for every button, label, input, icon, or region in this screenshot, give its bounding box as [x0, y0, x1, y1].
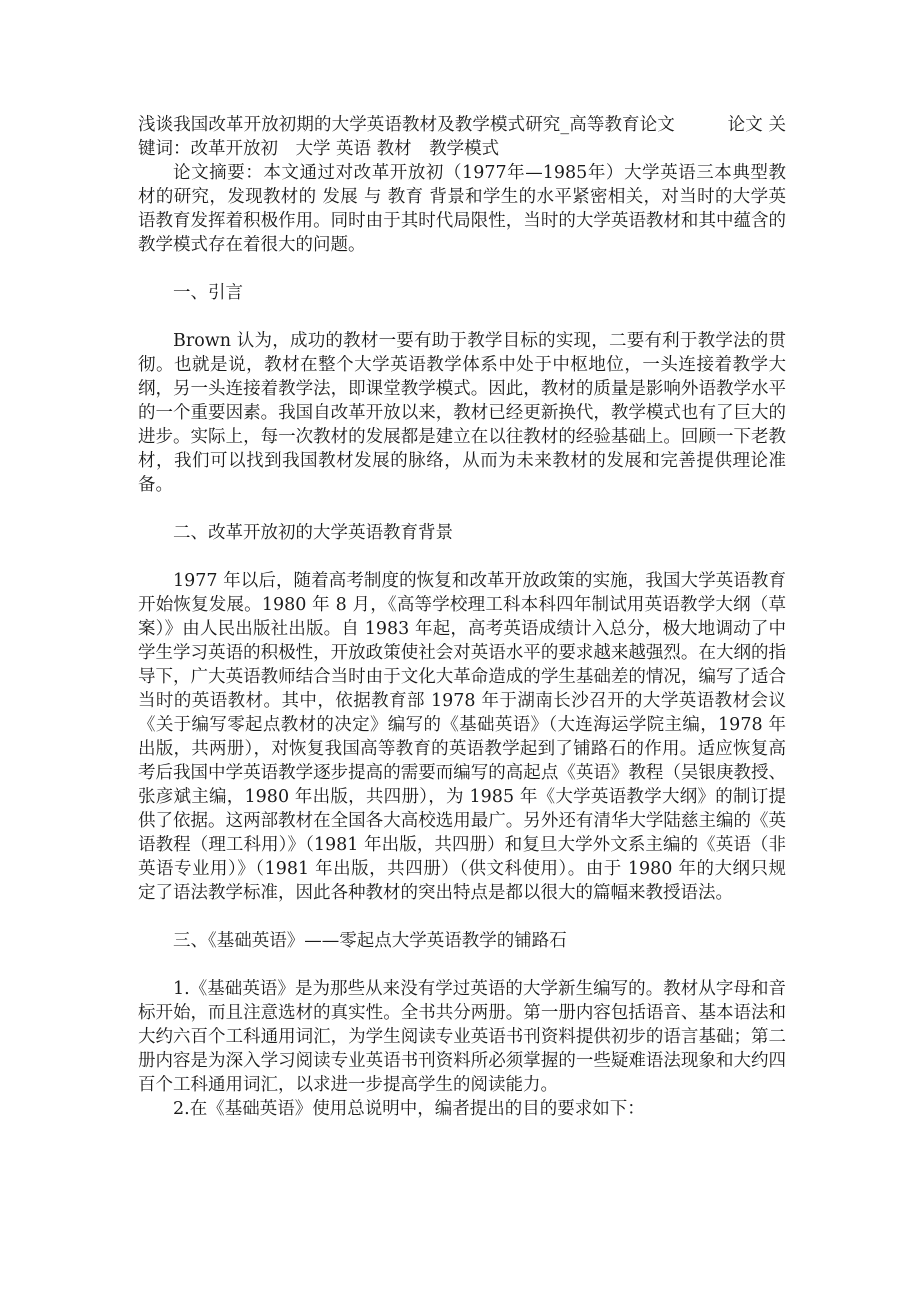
section-heading-background: 二、改革开放初的大学英语教育背景 — [173, 523, 453, 543]
section-paragraph: 2.在《基础英语》使用总说明中，编者提出的目的要求如下： — [173, 1099, 645, 1119]
document-page — [138, 113, 786, 1121]
section-paragraph: 1.《基础英语》是为那些从来没有学过英语的大学新生编写的。教材从字母和音标开始，而且注意选材的真实性。全书共分两册。第一册内容包括语音、基本语法和大约六百个工科通用词汇，为学生阅读专业英语书刊资料提供初步的语言基础；第二册内容是为深入学习阅读专业英语书刊资料所必须掌握的一些疑难语法现象和大约四百个工科通用词汇，以求进一步提高学生的阅读能力。 — [138, 979, 786, 1095]
section-paragraph: Brown 认为，成功的教材一要有助于教学目标的实现，二要有利于教学法的贯彻。也就是说，教材在整个大学英语教学体系中处于中枢地位，一头连接着教学大纲，另一头连接着教学法，即课堂教学模式。因此，教材的质量是影响外语教学水平的一个重要因素。我国自改革开放以来，教材已经更新换代，教学模式也有了巨大的进步。实际上，每一次教材的发展都是建立在以往教材的经验基础上。回顾一下老教材，我们可以找到我国教材发展的脉络，从而为未来教材的发展和完善提供理论准备。 — [138, 331, 786, 495]
document-title-and-keywords: 浅谈我国改革开放初期的大学英语教材及教学模式研究_高等教育论文 论文 关键词：改革开放初 大学 英语 教材 教学模式 — [138, 115, 786, 159]
section-heading-introduction: 一、引言 — [173, 283, 243, 303]
section-heading-basic-english: 三、《基础英语》——零起点大学英语教学的铺路石 — [173, 931, 567, 951]
abstract-paragraph: 论文摘要：本文通过对改革开放初（1977年—1985年）大学英语三本典型教材的研究，发现教材的 发展 与 教育 背景和学生的水平紧密相关，对当时的大学英语教育发挥着积极作用。同时由于其时代局限性，当时的大学英语教材和其中蕴含的教学模式存在着很大的问题。 — [138, 163, 786, 255]
section-paragraph: 1977 年以后，随着高考制度的恢复和改革开放政策的实施，我国大学英语教育开始恢复发展。1980 年 8 月，《高等学校理工科本科四年制试用英语教学大纲（草案）》由人民出版社出版。自 1983 年起，高考英语成绩计入总分，极大地调动了中学生学习英语的积极性，开放政策使社会对英语水平的要求越来越强烈。在大纲的指导下，广大英语教师结合当时由于文化大革命造成的学生基础差的情况，编写了适合当时的英语教材。其中，依据教育部 1978 年于湖南长沙召开的大学英语教材会议《关于编写零起点教材的决定》编写的《基础英语》（大连海运学院主编，1978 年出版，共两册），对恢复我国高等教育的英语教学起到了铺路石的作用。适应恢复高考后我国中学英语教学逐步提高的需要而编写的高起点《英语》教程（吴银庚教授、张彦斌主编，1980 年出版，共四册），为 1985 年《大学英语教学大纲》的制订提供了依据。这两部教材在全国各大高校选用最广。另外还有清华大学陆慈主编的《英语教程（理工科用）》（1981 年出版，共四册）和复旦大学外文系主编的《英语（非英语专业用）》（1981 年出版，共四册）（供文科使用）。由于 1980 年的大纲只规定了语法教学标准，因此各种教材的突出特点是都以很大的篇幅来教授语法。 — [138, 571, 786, 903]
